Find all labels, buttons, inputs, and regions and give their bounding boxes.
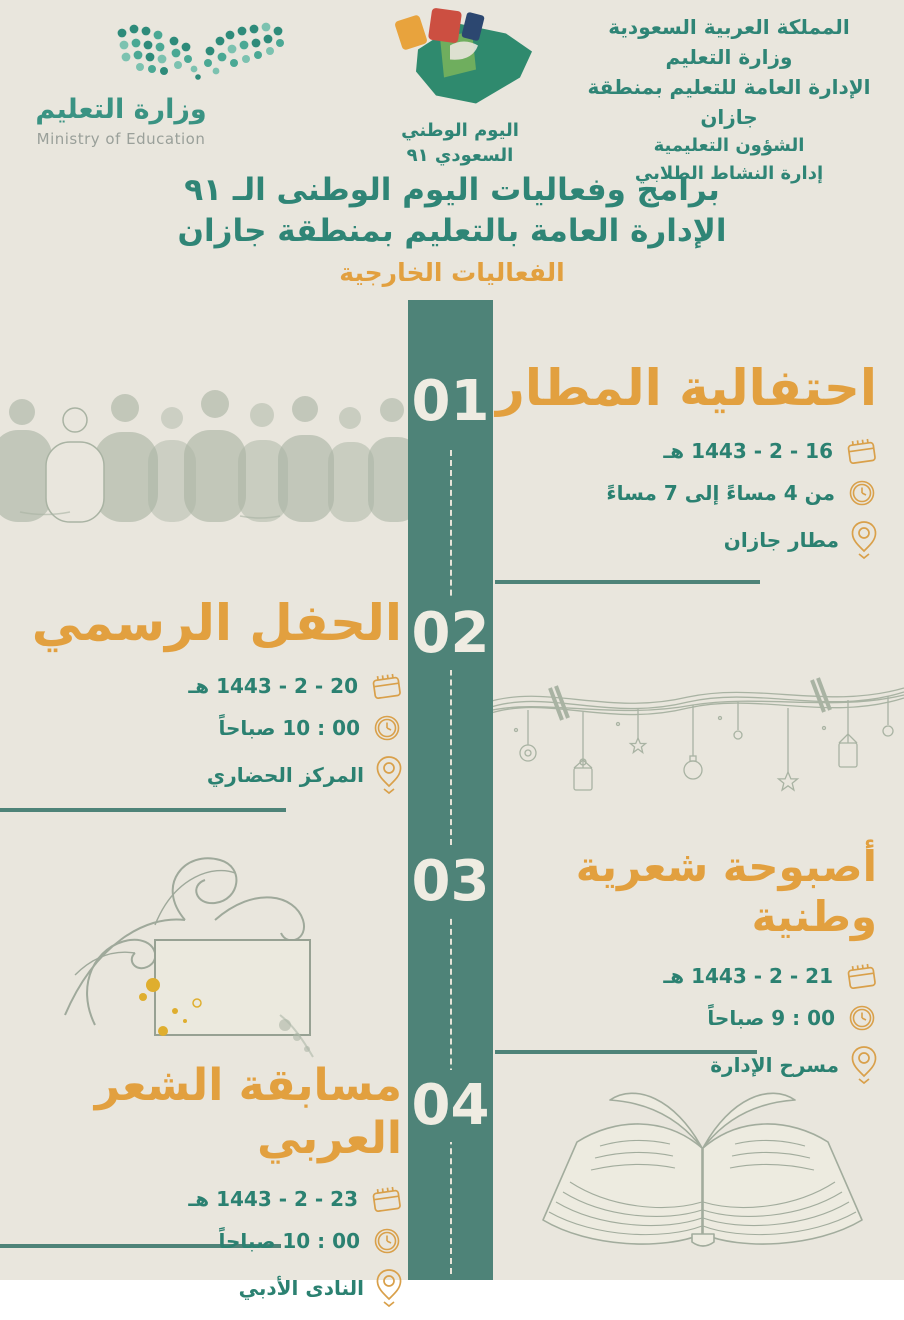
- event-place: مطار جازان: [723, 528, 839, 552]
- event-place: المركز الحضاري: [206, 763, 364, 787]
- event-date: 23 - 2 - 1443 هـ: [188, 1186, 358, 1211]
- event-place-row: [0, 755, 402, 795]
- ministry-logo-english-text: Ministry of Education: [36, 130, 206, 148]
- event-place: مسرح الإدارة: [710, 1052, 839, 1077]
- event-place-row: [447, 520, 877, 560]
- event-place-row: [0, 1268, 402, 1308]
- audience-sketch: [0, 380, 406, 522]
- clock-icon: [847, 1003, 877, 1033]
- ministry-logo-dots-icon: [112, 18, 284, 82]
- calendar-icon: [370, 671, 402, 701]
- org-line-educational-affairs: الشؤون التعليمية: [653, 135, 805, 156]
- garland-ornaments-sketch: [488, 650, 904, 812]
- event-date: 20 - 2 - 1443 هـ: [188, 674, 358, 698]
- location-pin-icon: [376, 755, 402, 795]
- event-time-row: [0, 713, 402, 743]
- timeline-number-04: 04: [408, 1070, 493, 1142]
- event-date: 21 - 2 - 1443 هـ: [663, 963, 833, 988]
- event-time: 00 : 10 صباحاً: [218, 1228, 360, 1253]
- event-date-row: [0, 1184, 402, 1214]
- event-title: مسابقة الشعر العربي: [94, 1060, 402, 1164]
- poster-title: [100, 170, 804, 287]
- event-date: 16 - 2 - 1443 هـ: [663, 439, 833, 463]
- timeline-number-03: 03: [408, 846, 493, 918]
- separator-line: [495, 580, 760, 584]
- calendar-icon: [845, 436, 877, 466]
- event-1-airport-celebration: [447, 358, 877, 572]
- poster-title-line1: برامج وفعاليات اليوم الوطنى الـ ٩١: [184, 172, 720, 208]
- event-title: الحفل الرسمي: [31, 594, 402, 652]
- event-title: احتفالية المطار: [496, 359, 877, 417]
- national-day-91-logo: [372, 6, 548, 167]
- event-place: النادى الأدبي: [238, 1275, 364, 1300]
- event-time: من 4 مساءً إلى 7 مساءً: [606, 481, 835, 505]
- location-pin-icon: [376, 1268, 402, 1308]
- org-line-kingdom: المملكة العربية السعودية: [608, 15, 850, 39]
- clock-icon: [372, 1226, 402, 1256]
- open-book-sketch: [515, 1078, 890, 1273]
- org-line-ministry: وزارة التعليم: [665, 45, 793, 69]
- floral-swirl-sketch: [35, 825, 345, 1065]
- event-3-poetry-morning: [447, 842, 877, 1097]
- national-day-91-map-icon: [380, 6, 540, 114]
- national-day-logo-text-line2: السعودي ٩١: [406, 144, 514, 166]
- location-pin-icon: [851, 520, 877, 560]
- location-pin-icon: [851, 1045, 877, 1085]
- timeline-number-01: 01: [408, 366, 493, 438]
- event-place-row: [447, 1045, 877, 1085]
- event-date-row: [447, 961, 877, 991]
- clock-icon: [372, 713, 402, 743]
- event-time-row: [0, 1226, 402, 1256]
- poster-title-line2: الإدارة العامة بالتعليم بمنطقة جازان: [177, 212, 727, 249]
- poster-subtitle-external-events: الفعاليات الخارجية: [339, 257, 565, 287]
- event-time: 00 : 10 صباحاً: [218, 716, 360, 740]
- event-time: 00 : 9 صباحاً: [707, 1005, 835, 1030]
- calendar-icon: [845, 961, 877, 991]
- event-2-official-ceremony: [0, 593, 402, 807]
- event-4-arabic-poetry-contest: [0, 1060, 402, 1320]
- event-time-row: [447, 1003, 877, 1033]
- org-line-directorate: الإدارة العامة للتعليم بمنطقة جازان: [587, 75, 871, 129]
- event-date-row: [0, 671, 402, 701]
- event-title: أصبوحة شعرية وطنية: [575, 842, 877, 942]
- event-time-row: [447, 478, 877, 508]
- organization-header: [564, 12, 894, 188]
- timeline-number-02: 02: [408, 598, 493, 670]
- separator-line: [0, 808, 286, 812]
- org-line-student-activity: إدارة النشاط الطلابي: [634, 162, 824, 184]
- calendar-icon: [370, 1184, 402, 1214]
- event-date-row: [447, 436, 877, 466]
- clock-icon: [847, 478, 877, 508]
- national-day-logo-text-line1: اليوم الوطني: [401, 120, 519, 141]
- ministry-logo-arabic-text: وزارة التعليم: [35, 94, 207, 125]
